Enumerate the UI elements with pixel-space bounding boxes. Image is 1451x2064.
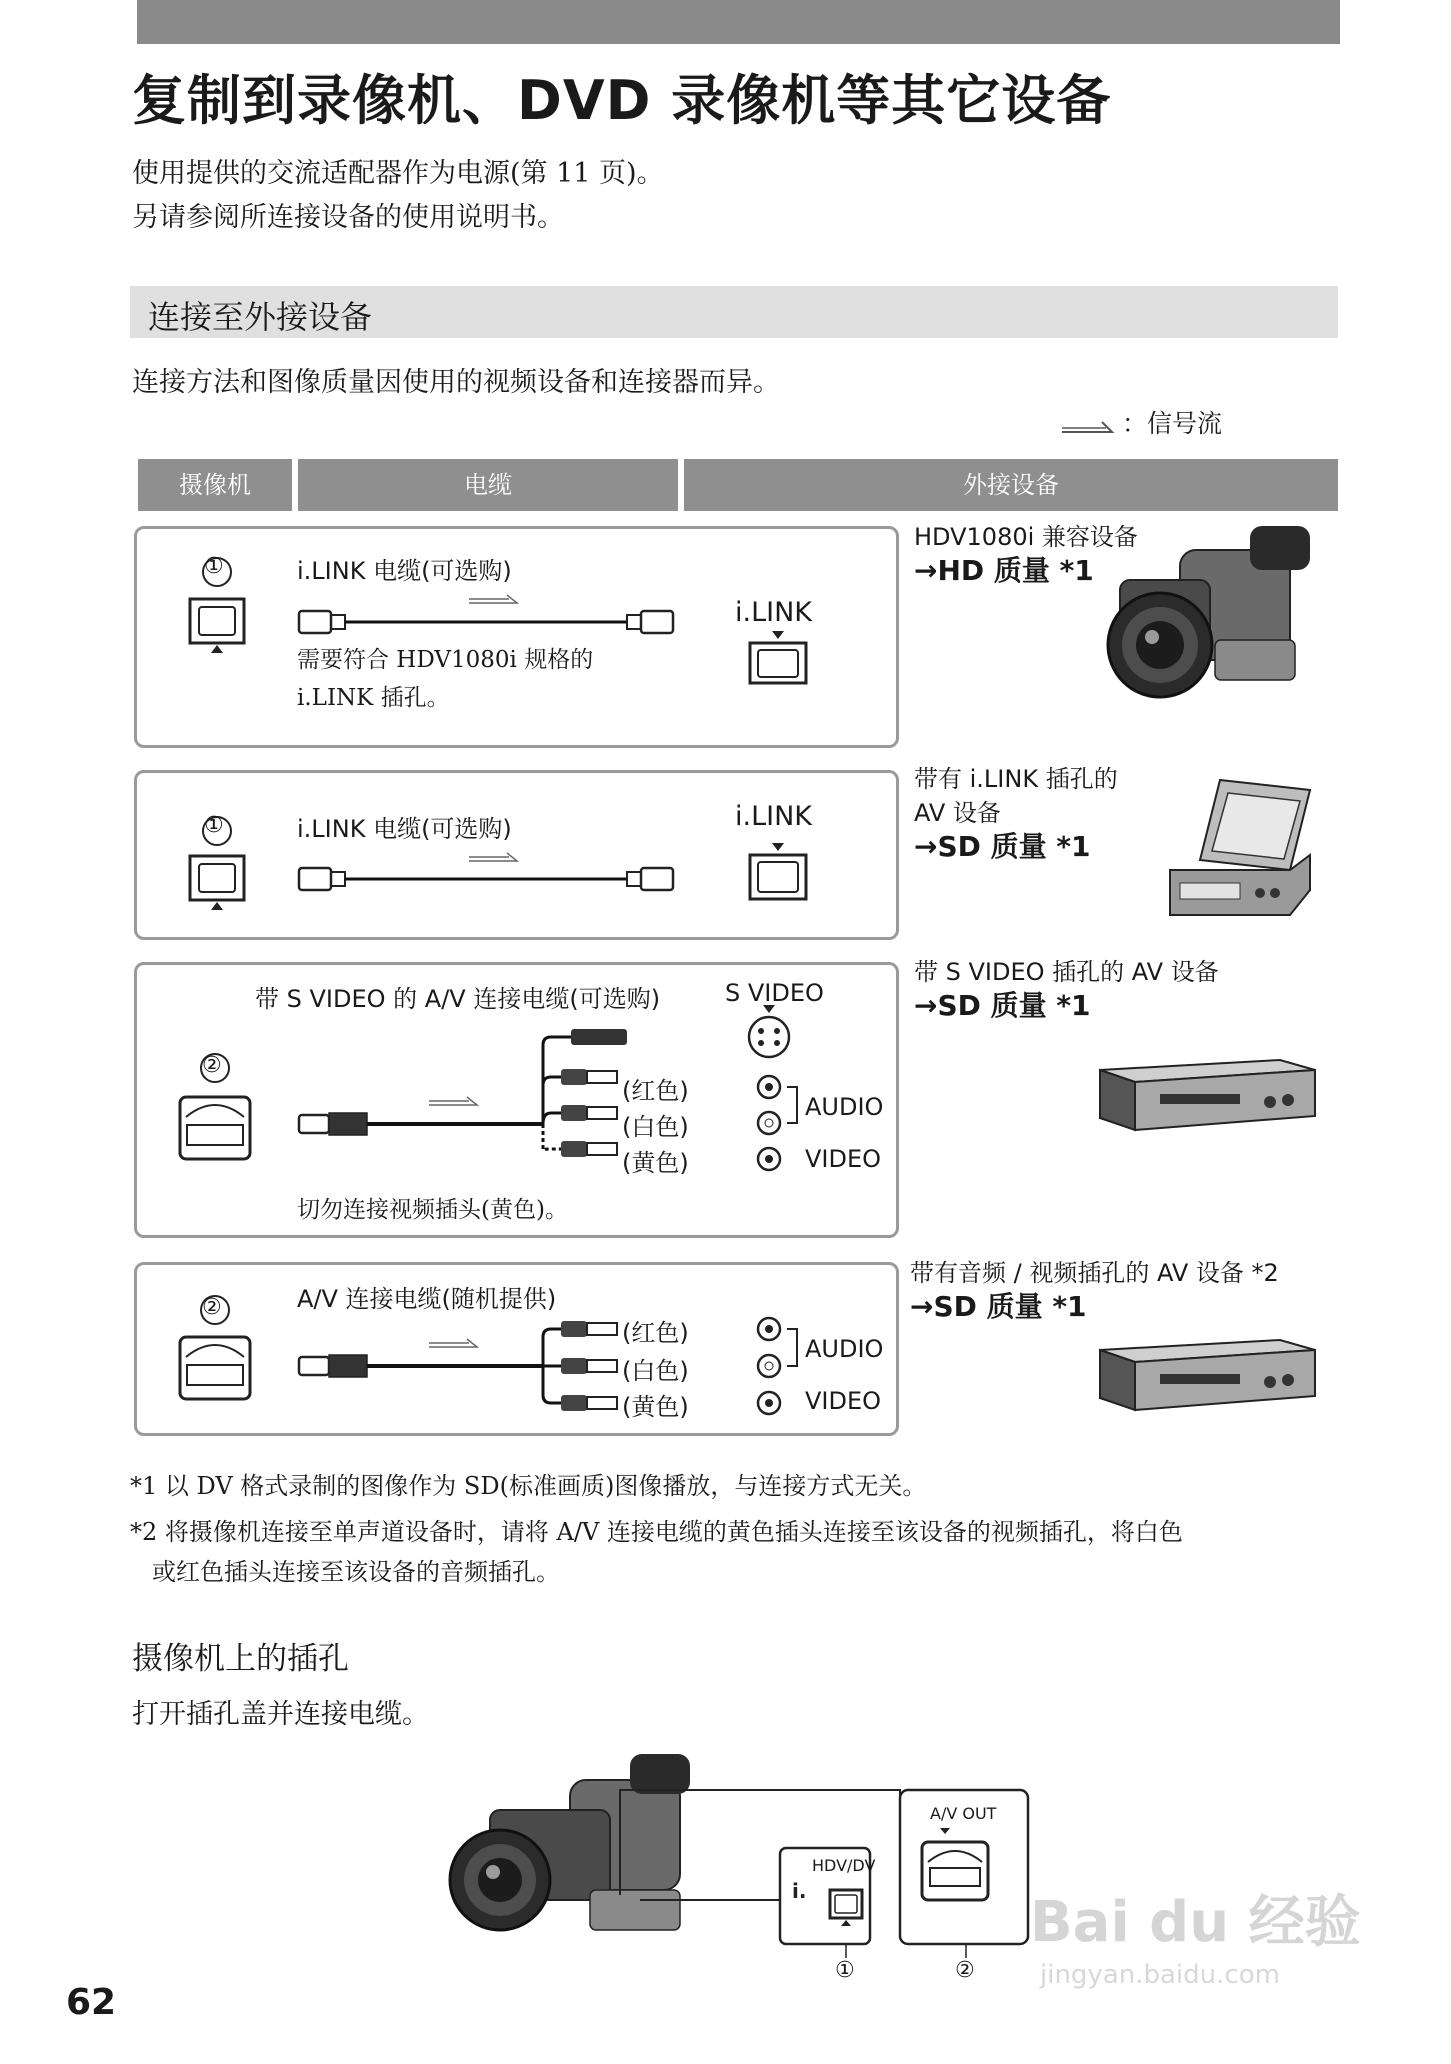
footnote-1: *1 以 DV 格式录制的图像作为 SD(标准画质)图像播放，与连接方式无关。 xyxy=(130,1472,927,1500)
page-number: 62 xyxy=(66,1982,117,2023)
intro-line-1: 使用提供的交流适配器作为电源(第 11 页)。 xyxy=(132,158,664,189)
row-4-quality: →SD 质量 *1 xyxy=(910,1290,1087,1323)
row-3-num: ② xyxy=(202,1053,222,1078)
row-4-audio-label: AUDIO xyxy=(805,1335,884,1363)
row-2-quality: →SD 质量 *1 xyxy=(914,830,1091,863)
page-title: 复制到录像机、DVD 录像机等其它设备 xyxy=(132,69,1112,132)
section-title: 连接至外接设备 xyxy=(148,298,373,336)
section-header xyxy=(130,286,1338,338)
row-3-plug-white: (白色) xyxy=(622,1113,689,1141)
jack-num-2: ② xyxy=(955,1958,975,1983)
row-1-num: ① xyxy=(204,554,224,579)
row-4-device xyxy=(910,1256,1279,1325)
row-3-device xyxy=(914,955,1219,1024)
row-3-video-label: VIDEO xyxy=(805,1145,882,1173)
portable-av-device-icon xyxy=(1160,775,1330,925)
row-2-diagram xyxy=(137,773,902,943)
row-2-port-label: i.LINK xyxy=(735,801,812,832)
row-2-device-name-2: AV 设备 xyxy=(914,799,1001,827)
row-2-box xyxy=(134,770,899,940)
av-out-label: A/V OUT xyxy=(930,1804,997,1823)
vcr-s-video-icon xyxy=(1090,1050,1320,1140)
row-4-plug-white: (白色) xyxy=(622,1357,689,1385)
row-1-port-label: i.LINK xyxy=(735,597,812,628)
jacks-heading: 摄像机上的插孔 xyxy=(132,1641,349,1677)
row-1-quality: →HD 质量 *1 xyxy=(914,554,1094,587)
row-4-video-label: VIDEO xyxy=(805,1387,882,1415)
vcr-av-icon xyxy=(1090,1330,1320,1420)
svg-text:i.: i. xyxy=(792,1879,807,1903)
row-3-quality: →SD 质量 *1 xyxy=(914,989,1091,1022)
hdv-camcorder-icon xyxy=(1100,520,1330,710)
row-1-device-name: HDV1080i 兼容设备 xyxy=(914,523,1138,551)
intro-text xyxy=(132,152,664,240)
header-cable: 电缆 xyxy=(298,459,678,511)
intro-line-2: 另请参阅所连接设备的使用说明书。 xyxy=(132,202,564,233)
row-1-diagram xyxy=(137,529,902,751)
row-3-plug-yellow: (黄色) xyxy=(622,1149,689,1177)
row-1-note-2: i.LINK 插孔。 xyxy=(297,685,450,711)
row-2-device xyxy=(914,762,1118,865)
row-3-audio-label: AUDIO xyxy=(805,1093,884,1121)
row-4-plug-yellow: (黄色) xyxy=(622,1393,689,1421)
row-2-num: ① xyxy=(204,813,224,838)
header-camera: 摄像机 xyxy=(138,459,292,511)
camera-jacks-diagram xyxy=(440,1750,1040,1970)
jack-num-1: ① xyxy=(835,1958,855,1983)
top-bar xyxy=(137,0,1340,44)
row-4-num: ② xyxy=(202,1295,222,1320)
row-1-cable-label: i.LINK 电缆(可选购) xyxy=(297,557,512,585)
row-1-box xyxy=(134,526,899,748)
signal-arrow-icon xyxy=(1060,416,1122,436)
row-4-device-name: 带有音频 / 视频插孔的 AV 设备 *2 xyxy=(910,1259,1279,1287)
row-3-cable-label: 带 S VIDEO 的 A/V 连接电缆(可选购) xyxy=(255,985,661,1013)
row-2-device-name-1: 带有 i.LINK 插孔的 xyxy=(914,765,1118,793)
watermark-brand: Bai du 经验 xyxy=(1030,1890,1361,1955)
row-3-plug-red: (红色) xyxy=(622,1077,689,1105)
row-4-cable-label: A/V 连接电缆(随机提供) xyxy=(297,1285,557,1313)
row-4-box xyxy=(134,1262,899,1436)
jacks-subtitle: 打开插孔盖并连接电缆。 xyxy=(132,1699,429,1730)
header-device: 外接设备 xyxy=(684,459,1338,511)
footnote-2b: 或红色插头连接至该设备的音频插孔。 xyxy=(152,1558,560,1586)
row-3-port-label: S VIDEO xyxy=(725,979,824,1007)
row-2-cable-label: i.LINK 电缆(可选购) xyxy=(297,815,512,843)
signal-legend xyxy=(1060,404,1222,440)
row-3-note: 切勿连接视频插头(黄色)。 xyxy=(297,1197,568,1223)
section-subtitle: 连接方法和图像质量因使用的视频设备和连接器而异。 xyxy=(132,367,780,398)
watermark-url: jingyan.baidu.com xyxy=(1040,1960,1280,1990)
row-3-device-name: 带 S VIDEO 插孔的 AV 设备 xyxy=(914,958,1219,986)
row-3-box xyxy=(134,962,899,1238)
footnote-2a: *2 将摄像机连接至单声道设备时，请将 A/V 连接电缆的黄色插头连接至该设备的视频插孔，将白色 xyxy=(130,1518,1183,1546)
hdv-dv-label: HDV/DV xyxy=(812,1856,876,1875)
legend-label: ：信号流 xyxy=(1122,409,1223,438)
row-4-plug-red: (红色) xyxy=(622,1319,689,1347)
row-1-note-1: 需要符合 HDV1080i 规格的 xyxy=(297,647,594,673)
